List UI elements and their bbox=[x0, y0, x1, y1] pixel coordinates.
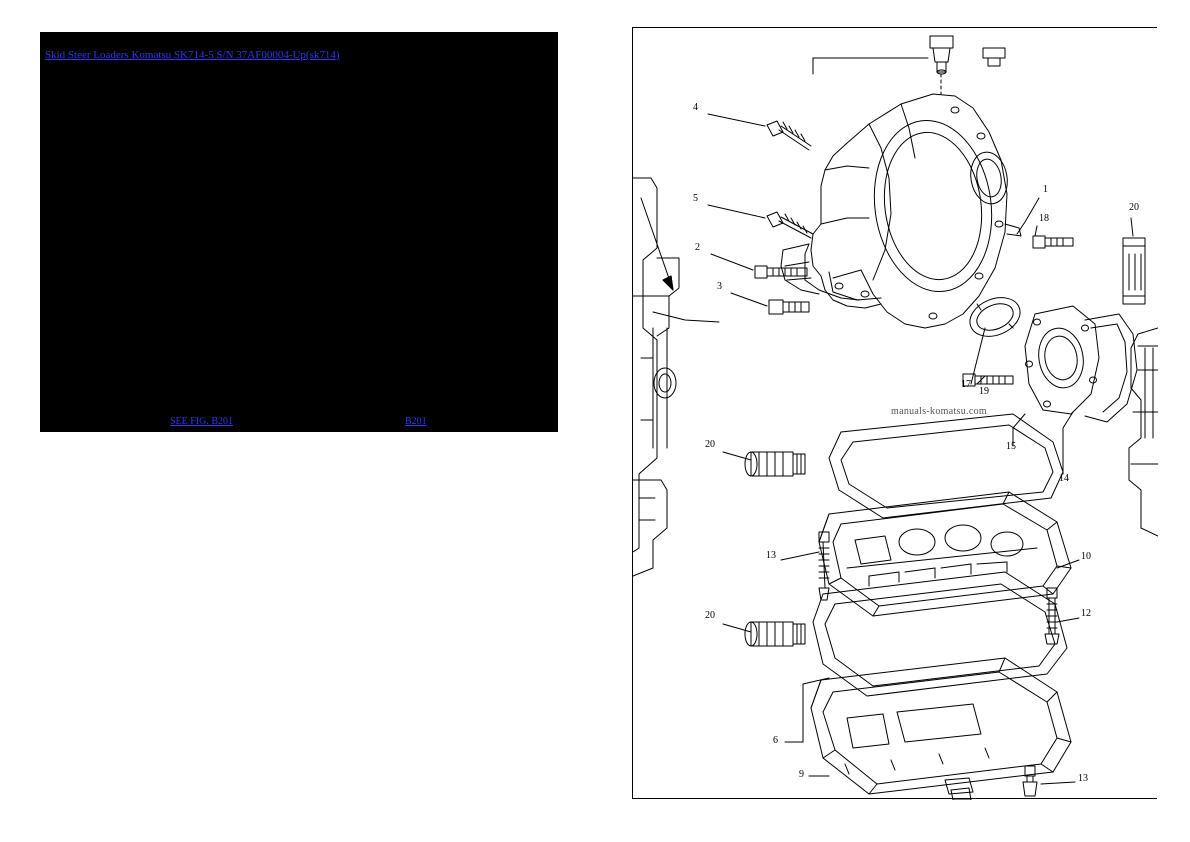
callout-13-upper: 13 bbox=[766, 550, 776, 561]
model-title-link[interactable]: Skid Steer Loaders Komatsu SK714-5 S/N 37AF00004-Up(sk714) bbox=[45, 49, 340, 61]
engine-block-right-fragment bbox=[1129, 328, 1158, 536]
top-bolt-small bbox=[983, 48, 1005, 66]
flywheel-housing bbox=[781, 94, 1021, 328]
callout-20-top: 20 bbox=[1129, 202, 1139, 213]
fig-code-link[interactable]: B201 bbox=[405, 416, 427, 427]
bolt-18 bbox=[1033, 236, 1073, 248]
element-20-mid bbox=[745, 452, 805, 476]
callout-12: 12 bbox=[1081, 608, 1091, 619]
lower-oil-pan bbox=[811, 658, 1071, 794]
callout-5: 5 bbox=[693, 193, 698, 204]
bolt-3 bbox=[769, 300, 809, 314]
callout-17: 17 bbox=[961, 379, 971, 390]
callout-2: 2 bbox=[695, 242, 700, 253]
callout-20-mid: 20 bbox=[705, 439, 715, 450]
watermark-text: manuals-komatsu.com bbox=[891, 406, 987, 417]
callout-15: 15 bbox=[1006, 441, 1016, 452]
rear-cover-plate bbox=[1025, 306, 1099, 414]
callout-9: 9 bbox=[799, 769, 804, 780]
element-20-lower bbox=[745, 622, 805, 646]
callout-19: 19 bbox=[979, 386, 989, 397]
callout-3: 3 bbox=[717, 281, 722, 292]
rear-gasket bbox=[1085, 314, 1137, 422]
bolt-5 bbox=[767, 212, 813, 238]
callout-14: 14 bbox=[1059, 473, 1069, 484]
lower-pan-gasket bbox=[813, 572, 1067, 696]
callout-20-lower: 20 bbox=[705, 610, 715, 621]
bolt-13-lower bbox=[1023, 766, 1037, 796]
top-plug bbox=[930, 36, 953, 74]
see-fig-link[interactable]: SEE FIG. B201 bbox=[170, 416, 234, 427]
callout-1: 1 bbox=[1043, 184, 1048, 195]
engine-block-fragment bbox=[633, 178, 679, 576]
crank-seal bbox=[964, 291, 1026, 344]
bolt-4 bbox=[767, 121, 811, 150]
callout-6: 6 bbox=[773, 735, 778, 746]
oil-pan-gasket bbox=[829, 414, 1063, 518]
bolt-2 bbox=[755, 266, 807, 278]
callout-4: 4 bbox=[693, 102, 698, 113]
left-image-panel bbox=[40, 32, 558, 432]
parts-diagram-panel bbox=[632, 27, 1157, 799]
footer-link-row bbox=[40, 416, 558, 430]
callout-18: 18 bbox=[1039, 213, 1049, 224]
callout-10: 10 bbox=[1081, 551, 1091, 562]
bolt-13-upper bbox=[819, 532, 829, 600]
callout-13-lower: 13 bbox=[1078, 773, 1088, 784]
element-20-top bbox=[1123, 238, 1145, 304]
